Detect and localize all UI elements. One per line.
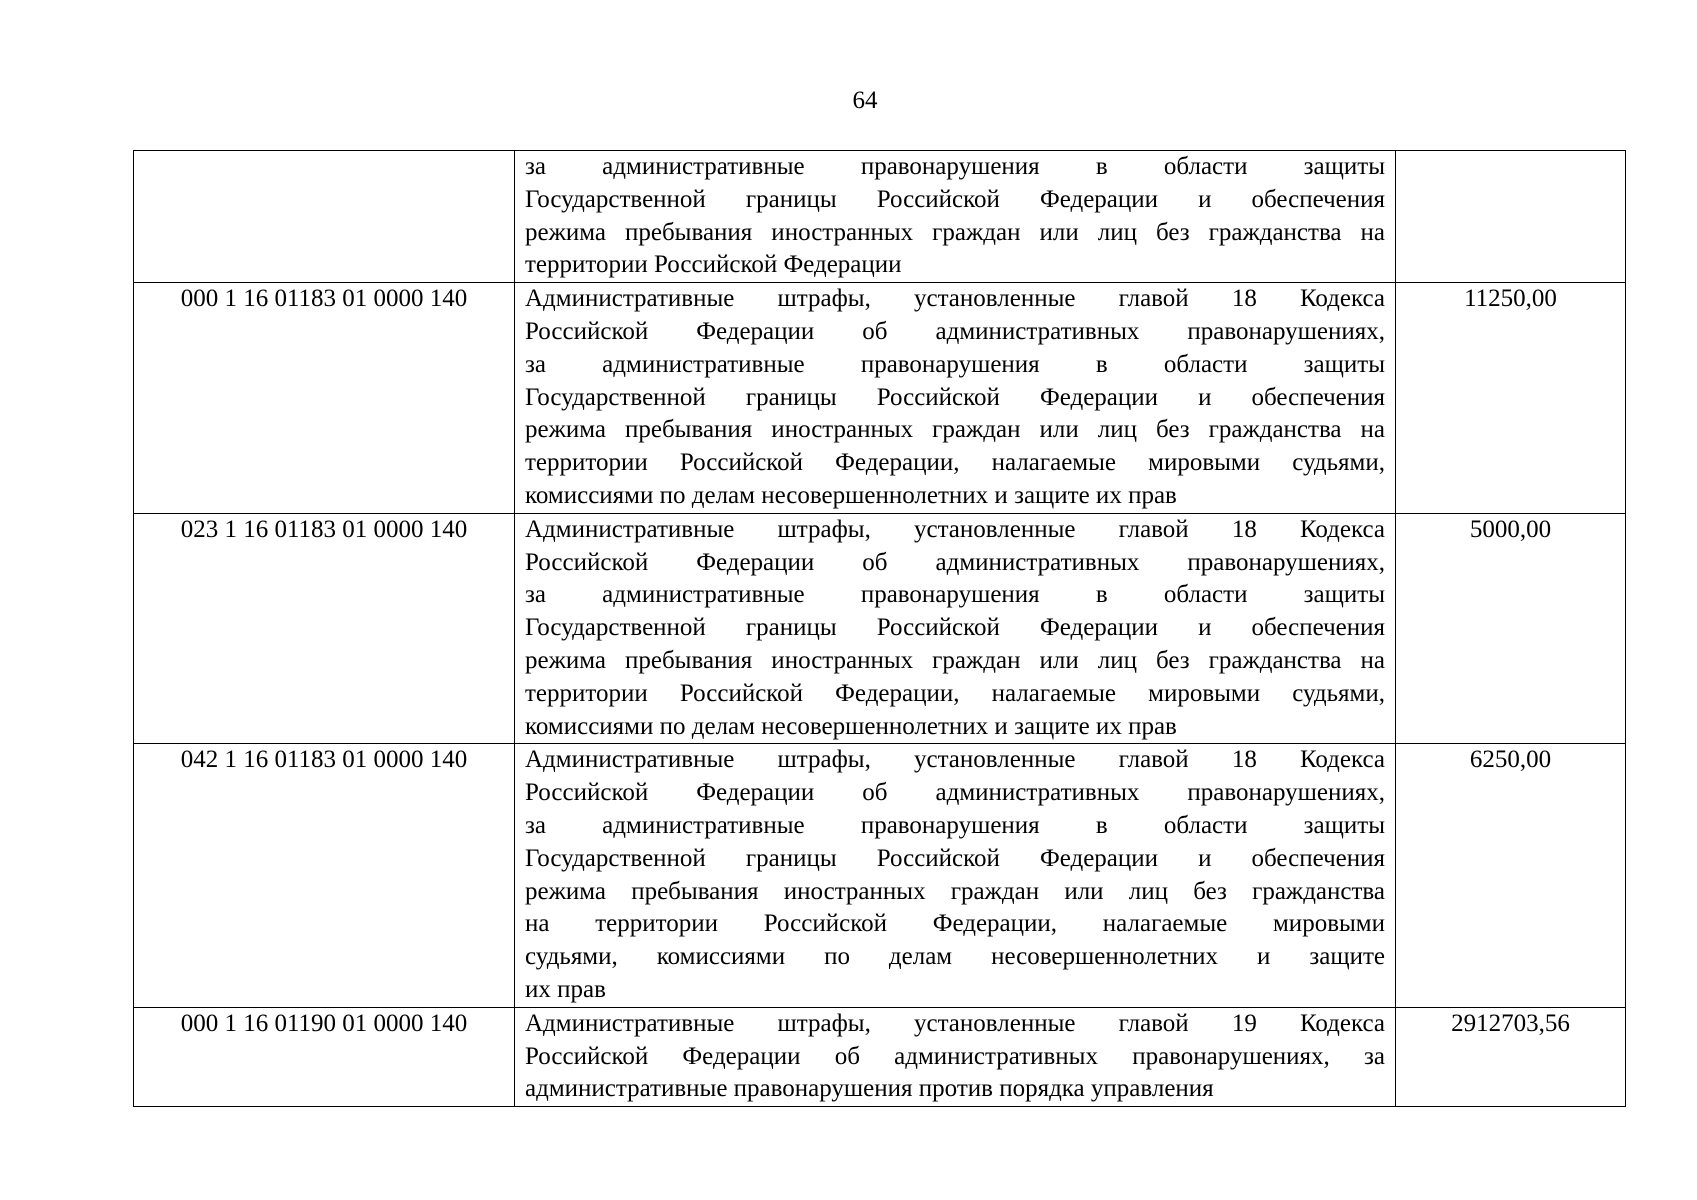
description-line: за административные правонарушения в области защиты	[525, 811, 1385, 839]
description-line: территории Российской Федерации, налагаемые мировыми судьями,	[525, 679, 1385, 707]
amount-cell: 5000,00	[1396, 513, 1626, 744]
amount-cell: 2912703,56	[1396, 1007, 1626, 1106]
description-line: режима пребывания иностранных граждан или лиц без гражданства на	[525, 218, 1385, 246]
description-line: Государственной границы Российской Федерации и обеспечения	[525, 844, 1385, 872]
table-row	[134, 744, 1626, 1007]
description-line: Административные штрафы, установленные главой 18 Кодекса	[525, 285, 1385, 313]
description-cell	[515, 1007, 1396, 1106]
amount-cell: 11250,00	[1396, 283, 1626, 514]
table-row	[134, 283, 1626, 514]
description-line: за административные правонарушения в области защиты	[525, 153, 1385, 180]
description-cell	[515, 283, 1396, 514]
description-line: режима пребывания иностранных граждан или лиц без гражданства на	[525, 416, 1385, 444]
table-row	[134, 151, 1626, 283]
description-line: на территории Российской Федерации, налагаемые мировыми	[525, 910, 1385, 938]
description-line: территории Российской Федерации	[525, 251, 902, 279]
description-line: Российской Федерации об административных правонарушениях,	[525, 779, 1385, 807]
description-line: Российской Федерации об административных правонарушениях,	[525, 548, 1385, 576]
amount-cell	[1396, 151, 1626, 283]
description-line: режима пребывания иностранных граждан или лиц без гражданства	[525, 877, 1385, 905]
amount-cell: 6250,00	[1396, 744, 1626, 1007]
budget-code-cell: 023 1 16 01183 01 0000 140	[134, 513, 515, 744]
description-cell	[515, 513, 1396, 744]
description-line: их прав	[525, 975, 606, 1003]
description-cell	[515, 744, 1396, 1007]
budget-code-cell	[134, 151, 515, 283]
description-line: комиссиями по делам несовершеннолетних и защите их прав	[525, 481, 1177, 509]
description-line: Государственной границы Российской Федерации и обеспечения	[525, 185, 1385, 213]
description-line: административные правонарушения против порядка управления	[525, 1075, 1214, 1103]
description-cell	[515, 151, 1396, 283]
description-line: Государственной границы Российской Федерации и обеспечения	[525, 614, 1385, 642]
description-line: Административные штрафы, установленные главой 18 Кодекса	[525, 746, 1385, 774]
description-line: Российской Федерации об административных правонарушениях, за	[525, 1042, 1385, 1070]
description-line: комиссиями по делам несовершеннолетних и защите их прав	[525, 712, 1177, 740]
description-line: судьями, комиссиями по делам несовершеннолетних и защите	[525, 943, 1385, 971]
description-line: за административные правонарушения в области защиты	[525, 581, 1385, 609]
description-line: Административные штрафы, установленные главой 18 Кодекса	[525, 515, 1385, 543]
table-row	[134, 1007, 1626, 1106]
description-line: Административные штрафы, установленные главой 19 Кодекса	[525, 1009, 1385, 1037]
page-number: 64	[852, 87, 878, 114]
description-line: Государственной границы Российской Федерации и обеспечения	[525, 383, 1385, 411]
revenue-table	[133, 150, 1626, 1107]
description-line: Российской Федерации об административных правонарушениях,	[525, 317, 1385, 345]
table-row	[134, 513, 1626, 744]
budget-code-cell: 042 1 16 01183 01 0000 140	[134, 744, 515, 1007]
description-line: режима пребывания иностранных граждан или лиц без гражданства на	[525, 646, 1385, 674]
budget-code-cell: 000 1 16 01190 01 0000 140	[134, 1007, 515, 1106]
description-line: территории Российской Федерации, налагаемые мировыми судьями,	[525, 449, 1385, 477]
description-line: за административные правонарушения в области защиты	[525, 350, 1385, 378]
budget-code-cell: 000 1 16 01183 01 0000 140	[134, 283, 515, 514]
